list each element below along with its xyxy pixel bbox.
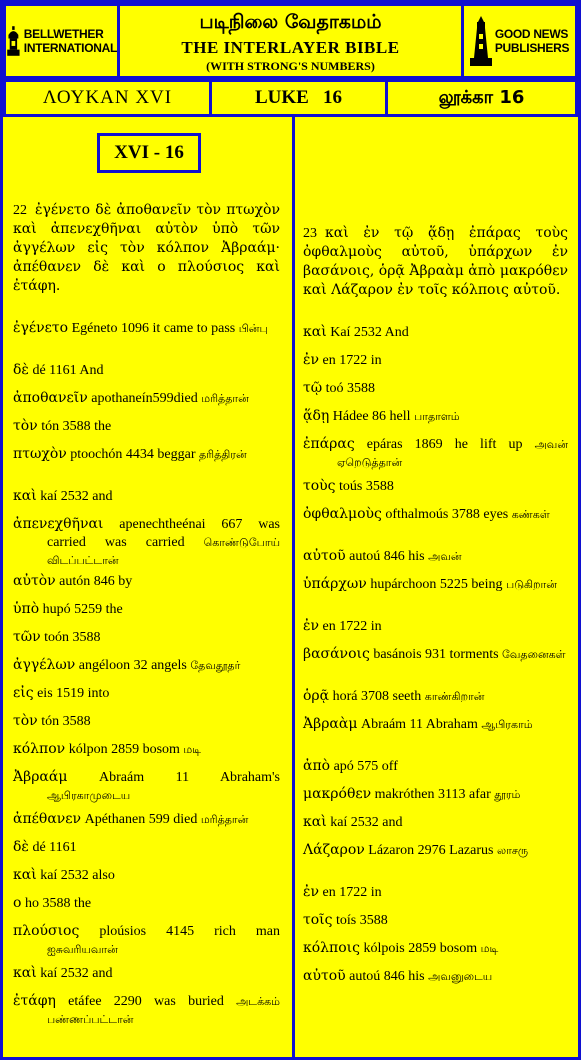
greek-word: καὶ [13, 488, 37, 504]
word-entry [13, 684, 280, 703]
word-entry [303, 617, 568, 636]
word-entry [303, 757, 568, 776]
transliteration-gloss: en 1722 in [319, 619, 382, 634]
tamil-gloss: வேதனைகள் [498, 648, 566, 661]
reference-tamil: லூக்கா 16 [385, 79, 578, 117]
word-entry [303, 967, 568, 986]
transliteration-gloss: kaí 2532 and [326, 815, 403, 830]
greek-word: δὲ [13, 839, 29, 855]
greek-word: δὲ [13, 362, 29, 378]
transliteration-gloss: angéloon 32 angels [75, 658, 187, 673]
greek-word: ἀπενεχθῆναι [13, 516, 104, 532]
greek-word: ἀπὸ [303, 758, 331, 774]
tamil-gloss: ஆபிரகாம் [477, 718, 533, 731]
greek-word: καὶ [303, 324, 327, 340]
greek-word: πτωχὸν [13, 446, 67, 462]
transliteration-gloss: autón 846 by [55, 574, 133, 589]
transliteration-gloss: kaí 2532 and [36, 489, 113, 504]
word-entry [13, 361, 280, 380]
transliteration-gloss: hupárchoon 5225 being [366, 577, 503, 592]
transliteration-gloss: autoú 846 his [345, 969, 425, 984]
bell-tower-icon [6, 17, 21, 65]
greek-word: κόλποις [303, 940, 361, 956]
greek-word: βασάνοις [303, 646, 370, 662]
word-entry [13, 417, 280, 436]
word-entry [13, 866, 280, 885]
greek-word: ἐν [303, 884, 320, 900]
tamil-gloss: அவனுடைய [424, 970, 493, 983]
title-english: THE INTERLAYER BIBLE [181, 38, 400, 57]
right-logo-line1: GOOD NEWS [494, 27, 569, 41]
greek-word: τοῖς [303, 912, 333, 928]
word-entry [13, 487, 280, 506]
reference-greek: ΛΟΥΚΑΝ XVI [3, 79, 212, 117]
greek-word: ἐγένετο [13, 320, 69, 336]
tamil-gloss: தரித்திரன் [195, 448, 247, 461]
transliteration-gloss: toó 3588 [322, 381, 376, 396]
greek-word: ἐν [303, 352, 320, 368]
transliteration-gloss: ploúsios 4145 rich man [79, 924, 280, 939]
word-entry [303, 351, 568, 370]
transliteration-gloss: eis 1519 into [33, 686, 110, 701]
greek-word: ὑπάρχων [303, 576, 367, 592]
transliteration-gloss: dé 1161 And [28, 363, 104, 378]
verse-22-text [13, 201, 280, 296]
left-column [3, 117, 295, 1057]
word-entry [303, 505, 568, 524]
word-entry [303, 645, 568, 664]
transliteration-gloss: dé 1161 [28, 840, 77, 855]
verse-number: 22 [13, 203, 27, 218]
tamil-gloss: மரித்தான் [197, 813, 249, 826]
transliteration-gloss: kólpon 2859 bosom [65, 742, 180, 757]
greek-word: πλούσιος [13, 923, 80, 939]
tamil-gloss: தூரம் [490, 788, 521, 801]
word-entry [13, 992, 280, 1029]
word-entry [303, 911, 568, 930]
greek-word: ὀφθαλμοὺς [303, 506, 382, 522]
word-entry [303, 407, 568, 426]
word-entry [303, 575, 568, 594]
word-entry [303, 939, 568, 958]
transliteration-gloss: Kaí 2532 And [326, 325, 409, 340]
word-entry [13, 712, 280, 731]
chapter-label: XVI - 16 [97, 133, 201, 173]
right-column [295, 117, 578, 1057]
word-entry [13, 515, 280, 570]
transliteration-gloss: kaí 2532 also [36, 868, 115, 883]
greek-word: καὶ [13, 965, 37, 981]
transliteration-gloss: makróthen 3113 afar [371, 787, 491, 802]
reference-english: LUKE 16 [209, 79, 388, 117]
transliteration-gloss: apothaneín599died [87, 391, 198, 406]
greek-word: καὶ [303, 814, 327, 830]
word-entry [303, 687, 568, 706]
greek-word: Ἀβραὰμ [303, 716, 358, 732]
greek-word: Ἀβραάμ [13, 769, 68, 785]
title-tamil: படிநிலை வேதாகமம் [199, 11, 382, 33]
greek-word: τῶν [13, 629, 41, 645]
transliteration-gloss: apenechtheénai 667 was carried was carried [47, 517, 280, 550]
good-news-logo [461, 3, 578, 79]
word-entry [303, 883, 568, 902]
tamil-gloss: அடக்கம் பண்ணப்பட்டான் [47, 995, 280, 1026]
tamil-gloss: அவன் [424, 550, 462, 563]
transliteration-gloss: Abraám 11 Abraham [357, 717, 478, 732]
tamil-gloss: மடி [477, 942, 499, 955]
word-entry [13, 389, 280, 408]
lighthouse-icon [470, 16, 492, 66]
tamil-gloss: காண்கிறான் [421, 690, 485, 703]
word-entry [303, 547, 568, 566]
word-entry [13, 445, 280, 464]
transliteration-gloss: toón 3588 [40, 630, 101, 645]
transliteration-gloss: toús 3588 [335, 479, 394, 494]
greek-word: εἰς [13, 685, 34, 701]
greek-word: καὶ [13, 867, 37, 883]
transliteration-gloss: toís 3588 [332, 913, 388, 928]
verse-number: 23 [303, 226, 317, 241]
right-logo-line2: PUBLISHERS [494, 41, 570, 55]
word-entry [13, 628, 280, 647]
bellwether-logo [3, 3, 120, 79]
tamil-gloss: ஆபிரகாமுடைய [47, 789, 131, 802]
tamil-gloss: பின்பு [235, 322, 268, 335]
tamil-gloss: லாசரு [493, 844, 529, 857]
transliteration-gloss: ofthalmoús 3788 eyes [381, 507, 509, 522]
left-logo-line2: INTERNATIONAL [23, 41, 117, 55]
greek-word: ἐν [303, 618, 320, 634]
greek-word: τὸν [13, 713, 38, 729]
verse-greek: καὶ ἐν τῷ ᾅδῃ ἐπάρας τοὺς ὀφθαλμοὺς αὐτοῦ, ὑπάρχων ἐν βασάνοις, ὁρᾷ Ἀβραὰμ ἀπὸ μακρόθεν καὶ Λάζαρον ἐν τοῖς κόλποις αὐτοῦ. [303, 225, 568, 298]
transliteration-gloss: etáfee 2290 was buried [55, 994, 224, 1009]
greek-word: αὐτὸν [13, 573, 56, 589]
tamil-gloss: அவன் ஏறெடுத்தான் [337, 438, 568, 469]
transliteration-gloss: tón 3588 the [37, 419, 112, 434]
word-entry [13, 768, 280, 805]
transliteration-gloss: hupó 5259 the [39, 602, 123, 617]
transliteration-gloss: ptoochón 4434 beggar [66, 447, 196, 462]
word-entry [13, 572, 280, 591]
transliteration-gloss: Hádee 86 hell [329, 409, 411, 424]
tamil-gloss: கொண்டுபோய் விடப்பட்டான் [47, 536, 280, 567]
title-subtitle: (WITH STRONG'S NUMBERS) [206, 59, 375, 73]
transliteration-gloss: en 1722 in [319, 353, 382, 368]
word-entry [303, 715, 568, 734]
transliteration-gloss: en 1722 in [319, 885, 382, 900]
transliteration-gloss: Lázaron 2976 Lazarus [364, 843, 494, 858]
transliteration-gloss: Abraám 11 Abraham's [67, 770, 280, 785]
word-entry [13, 894, 280, 913]
tamil-gloss: பாதாளம் [410, 410, 460, 423]
greek-word: τῷ [303, 380, 323, 396]
tamil-gloss: படுகிறான் [502, 578, 557, 591]
word-entry [303, 785, 568, 804]
greek-word: τοὺς [303, 478, 336, 494]
title-block [117, 3, 464, 79]
greek-word: ἀπέθανεν [13, 811, 82, 827]
tamil-gloss: மடி [179, 743, 202, 756]
transliteration-gloss: Egéneto 1096 it came to pass [68, 321, 236, 336]
word-entry [13, 319, 280, 338]
greek-word: κόλπον [13, 741, 66, 757]
greek-word: μακρόθεν [303, 786, 372, 802]
verse-23-text [303, 224, 568, 300]
greek-word: ἀγγέλων [13, 657, 76, 673]
greek-word: ο [13, 895, 22, 911]
tamil-gloss: ஐசுவரியவான் [47, 943, 118, 956]
tamil-gloss: கண்கள் [508, 508, 550, 521]
word-entry [303, 813, 568, 832]
greek-word: ἀποθανεῖν [13, 390, 88, 406]
transliteration-gloss: basánois 931 torments [369, 647, 499, 662]
greek-word: ὁρᾷ [303, 688, 330, 704]
tamil-gloss: மரித்தான் [197, 392, 249, 405]
word-entry [13, 656, 280, 675]
greek-word: ὑπὸ [13, 601, 40, 617]
left-logo-line1: BELLWETHER [23, 27, 104, 41]
word-entry [303, 477, 568, 496]
word-entry [13, 964, 280, 983]
greek-word: ἐτάφη [13, 993, 56, 1009]
greek-word: αὐτοῦ [303, 968, 346, 984]
word-entry [303, 841, 568, 860]
transliteration-gloss: ho 3588 the [21, 896, 92, 911]
transliteration-gloss: epáras 1869 he lift up [354, 437, 523, 452]
transliteration-gloss: autoú 846 his [345, 549, 425, 564]
word-entry [303, 323, 568, 342]
greek-word: τὸν [13, 418, 38, 434]
greek-word: ᾅδῃ [303, 408, 330, 424]
word-entry [303, 379, 568, 398]
transliteration-gloss: tón 3588 [37, 714, 91, 729]
word-entry [13, 740, 280, 759]
word-entry [13, 838, 280, 857]
word-entry [13, 810, 280, 829]
greek-word: αὐτοῦ [303, 548, 346, 564]
transliteration-gloss: kólpois 2859 bosom [360, 941, 478, 956]
word-entry [13, 922, 280, 959]
tamil-gloss: தேவதூதர் [186, 659, 241, 672]
word-entry [303, 435, 568, 472]
transliteration-gloss: horá 3708 seeth [329, 689, 422, 704]
greek-word: Λάζαρον [303, 842, 365, 858]
transliteration-gloss: apó 575 off [330, 759, 398, 774]
verse-greek: ἐγένετο δὲ ἀποθανεῖν τὸν πτωχὸν καὶ ἀπενεχθῆναι αὐτὸν ὑπὸ τῶν ἀγγέλων εἰς τὸν κόλπον Ἀβραάμ· ἀπέθανεν δὲ καὶ ο πλούσιος καὶ ἐτάφη. [13, 202, 280, 294]
transliteration-gloss: Apéthanen 599 died [81, 812, 198, 827]
word-entry [13, 600, 280, 619]
greek-word: ἐπάρας [303, 436, 355, 452]
transliteration-gloss: kaí 2532 and [36, 966, 113, 981]
